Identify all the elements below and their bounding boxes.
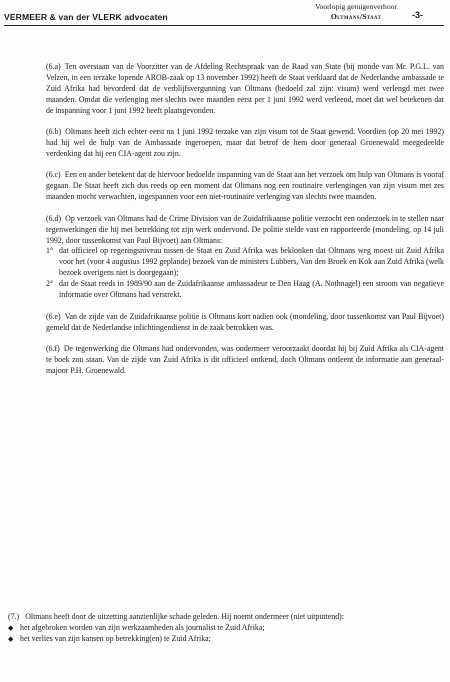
- paragraph-number: (6.f): [46, 344, 60, 353]
- section-7: [8, 612, 448, 645]
- header-rule: [4, 25, 444, 26]
- paragraph-text: Ten overstaan van de Voorzitter van de Afdeling Rechtspraak van de Raad van State (bij monde van Mr. P.G.L. van Velzen, in een terzake lopende AROB-zaak op 13 november 1992) heeft de Staat verklaard dat de Nederlandse ambassade te Zuid Afrika had bevorderd dat de verblijfsvergunning van Oltmans (bedoeld zal zijn: visum) werd verlengd met twee maanden. Omdat die verlenging met slechts twee maanden eerst per 1 juni 1992 werd verleend, moet dat wel betekenen dat de inspanning voor 1 juni 1992 heeft plaatsgevonden.: [46, 62, 444, 115]
- paragraph-number: (6.c): [46, 170, 61, 180]
- list-marker: 2°: [46, 279, 54, 289]
- section-7-intro: [8, 612, 448, 623]
- paragraph-text: Een en ander betekent dat de hiervoor bedoelde inspanning van de Staat aan het verzoek om hulp van Oltmans is vooraf gegaan. De Staat heeft zich dus reeds op een moment dat Oltmans nog een routinaire verlengingen van zijn visum met zes maanden mocht verwachten, ingespannen voor een niet-routinaire verlenging van slechts twee maanden.: [46, 170, 444, 202]
- paragraph-6d: [46, 214, 444, 301]
- paragraph-number: (7.): [8, 612, 20, 621]
- paragraph-number: (6.b): [46, 127, 62, 137]
- list-item-text: dat officieel op regeringsniveau tussen de Staat en Zuid Afrika was beklonken dat Oltmans weg moest uit Zuid Afrika voor het (voor 4 augustus 1992 geplande) bezoek van de ministers Lubbers, Van den Broek en Kok aan Zuid Afrika (welk bezoek overigens niet is doorgegaan);: [59, 246, 444, 278]
- diamond-bullet-icon: ◆: [8, 634, 14, 643]
- diamond-bullet-icon: ◆: [8, 623, 14, 632]
- paragraph-number: (6.a): [46, 62, 61, 71]
- paragraph-number: (6.d): [46, 213, 62, 223]
- document-body: [46, 62, 444, 387]
- page-number: -3-: [412, 10, 423, 20]
- paragraph-text: Oltmans heeft door de uitzetting aanzienlijke schade geleden. Hij noemt ondermeer (niet uitputtend):: [25, 612, 344, 621]
- list-item: [46, 246, 444, 279]
- paragraph-intro: [46, 214, 444, 247]
- list-item-text: dat de Staat reeds in 1989/90 aan de Zuidafrikaanse ambassadeur te Den Haag (A. Nothnagel) een stroom van negatieve informatie over Oltmans had verstrekt.: [59, 279, 444, 300]
- document-reference: [306, 2, 406, 22]
- paragraph-6b: [46, 127, 444, 160]
- paragraph-number: (6.e): [46, 311, 61, 321]
- page-header: [0, 0, 450, 28]
- findings-list: [46, 246, 444, 301]
- case-name: Oltmans/Staat: [330, 12, 382, 21]
- document-type: Voorlopig getuigenverhoor: [315, 2, 397, 11]
- damage-item: [8, 634, 448, 645]
- paragraph-text: De tegenwerking die Oltmans had ondervonden, was ondermeer veroorzaakt doordat hij bij Zuid Afrika als CIA-agent te boek zou staan. Van de zijde van Zuid Afrika is dit officieel ontkend, doch Oltmans ontleent de informatie aan generaal-majoor P.H. Groenewald.: [46, 344, 444, 375]
- list-item: [46, 279, 444, 301]
- list-marker: 1°: [46, 246, 54, 256]
- damage-item: [8, 623, 448, 634]
- paragraph-6e: [46, 312, 444, 334]
- paragraph-6c: [46, 170, 444, 203]
- damage-item-text: het afgebroken worden van zijn werkzaamheden als journalist te Zuid Afrika;: [20, 622, 265, 632]
- paragraph-6f: [46, 344, 444, 377]
- firm-name: VERMEER & van der VLERK advocaten: [4, 12, 168, 22]
- damage-item-text: het verlies van zijn kansen op betrekking(en) te Zuid Afrika;: [20, 633, 211, 643]
- paragraph-text: Van de zijde van de Zuidafrikaanse politie is Oltmans kort nadien ook (mondeling, door tussenkomst van Paul Bijvoet) gemeld dat de Nederlandse inlichtingendienst in de zaak betrokken was.: [46, 311, 444, 332]
- paragraph-text: Oltmans heeft zich echter eerst na 1 juni 1992 terzake van zijn visum tot de Staat gewend. Voordien (op 20 mei 1992) had hij wel de hulp van de Ambassade ingeroepen, maar dat betrof de hem door generaal Groenewald meegedeelde verdenking dat hij een CIA-agent zou zijn.: [46, 127, 444, 158]
- paragraph-6a: [46, 62, 444, 117]
- paragraph-text: Op verzoek van Oltmans had de Crime Division van de Zuidafrikaanse politie verzocht een onderzoek in te stellen naar tegenwerkingen die hij met betrekking tot zijn werk ondervond. De politie stelde vast en rapporteerde (mondeling, op 14 juli 1992, door tussenkomst van Paul Bijvoet) aan Oltmans:: [46, 213, 444, 245]
